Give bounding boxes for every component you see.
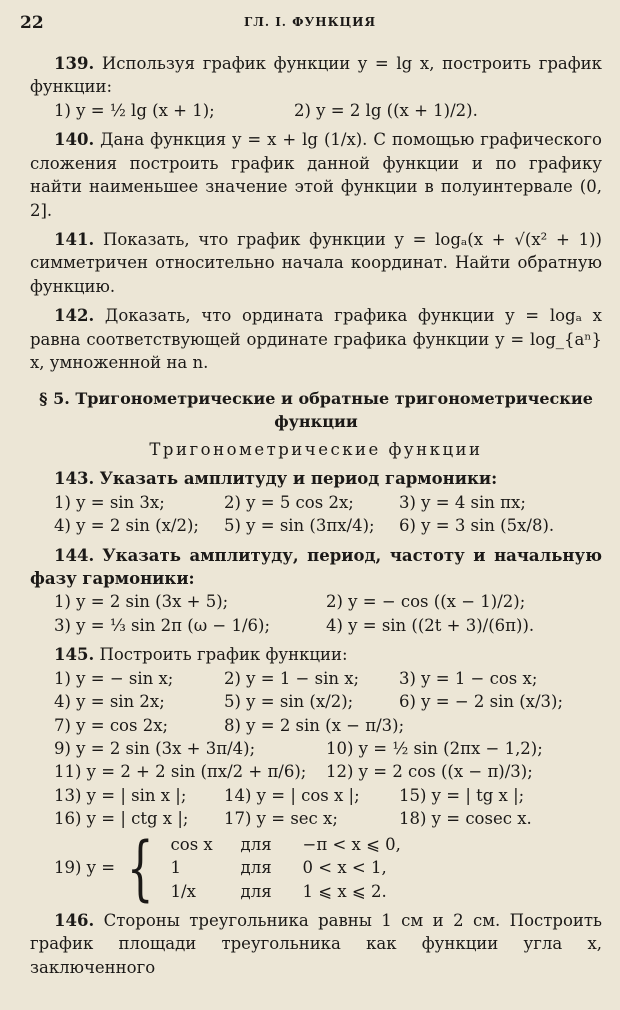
formula: 4) y = 2 sin (x/2); xyxy=(54,516,199,536)
formula: 4) y = sin ((2t + 3)/(6π)). xyxy=(326,615,535,635)
problem-text: Указать амплитуду, период, частоту и начальную фазу гармоники: xyxy=(30,545,602,589)
problem-145-row-1 xyxy=(30,667,602,690)
case-word: для xyxy=(240,858,272,878)
formula: 17) y = sec x; xyxy=(224,809,338,829)
formula: 1) y = 2 sin (3x + 5); xyxy=(54,592,229,612)
problem-number: 142. xyxy=(54,306,95,326)
section-title: § 5. Тригонометрические и обратные тригонометрические функции xyxy=(39,389,593,432)
piecewise-cases xyxy=(171,833,401,903)
problem-text: Стороны треугольника равны 1 см и 2 см. Построить график площади треугольника как функции угла x, заключенного xyxy=(30,910,602,977)
problem-141 xyxy=(30,228,602,298)
formula: 4) y = sin 2x; xyxy=(54,692,165,712)
problem-145-row-3 xyxy=(30,714,602,737)
formula: 2) y = 1 − sin x; xyxy=(224,668,360,688)
problem-number: 141. xyxy=(54,229,95,249)
problem-145-row-5 xyxy=(30,760,602,783)
case-word: для xyxy=(240,881,272,901)
problem-139-items xyxy=(30,99,602,122)
problem-text: Построить график функции: xyxy=(99,645,348,665)
problem-144 xyxy=(30,544,602,591)
formula: 15) y = | tg x |; xyxy=(399,785,525,805)
problem-140 xyxy=(30,128,602,222)
problem-144-row-2 xyxy=(30,614,602,637)
formula: 5) y = sin (3πx/4); xyxy=(224,516,375,536)
problem-text: Указать амплитуду и период гармоники: xyxy=(99,469,498,489)
problem-143 xyxy=(30,467,602,490)
formula: 10) y = ½ sin (2πx − 1,2); xyxy=(326,738,543,758)
page-body xyxy=(30,52,602,979)
problem-text: Используя график функции y = lg x, построить график функции: xyxy=(30,54,602,97)
piecewise-case xyxy=(171,833,401,856)
problem-144-row-1 xyxy=(30,590,602,613)
case-cond: −π < x ⩽ 0, xyxy=(302,834,401,854)
formula: 2) y = 2 lg ((x + 1)/2). xyxy=(294,100,478,120)
piecewise-case xyxy=(171,880,401,903)
formula: 14) y = | cos x |; xyxy=(224,785,360,805)
formula: 3) y = ⅓ sin 2π (ω − 1/6); xyxy=(54,615,271,635)
formula: 2) y = − cos ((x − 1)/2); xyxy=(326,592,526,612)
problem-139 xyxy=(30,52,602,99)
formula: 6) y = − 2 sin (x/3); xyxy=(399,692,564,712)
formula: 5) y = sin (x/2); xyxy=(224,692,354,712)
piecewise-function xyxy=(30,826,602,909)
problem-number: 139. xyxy=(54,54,95,73)
formula: 1) y = − sin x; xyxy=(54,668,174,688)
problem-143-row-2 xyxy=(30,514,602,537)
case-expr: cos x xyxy=(170,834,213,854)
case-expr: 1 xyxy=(170,858,182,878)
formula: 16) y = | ctg x |; xyxy=(54,809,189,829)
case-word: для xyxy=(240,834,272,854)
case-expr: 1/x xyxy=(170,881,196,901)
problem-text: Показать, что график функции y = logₐ(x + √(x² + 1)) симметричен относительно начала координат. Найти обратную функцию. xyxy=(30,229,602,296)
problem-145 xyxy=(30,643,602,666)
formula: 6) y = 3 sin (5x/8). xyxy=(399,516,555,536)
problem-number: 145. xyxy=(54,645,95,665)
section-subtitle: Тригонометрические функции xyxy=(149,439,483,459)
problem-143-row-1 xyxy=(30,491,602,514)
formula: 7) y = cos 2x; xyxy=(54,715,169,735)
problem-145-row-2 xyxy=(30,690,602,713)
formula: 1) y = sin 3x; xyxy=(54,492,165,512)
formula: 8) y = 2 sin (x − π/3); xyxy=(224,715,405,735)
formula: 18) y = cosec x. xyxy=(399,809,532,829)
problem-145-row-4 xyxy=(30,737,602,760)
running-head xyxy=(16,13,604,35)
problem-146 xyxy=(30,909,602,979)
piecewise-label: 19) y = xyxy=(54,858,116,878)
problem-text: Дана функция y = x + lg (1/x). С помощью графического сложения построить график данной функции и по графику найти наименьшее значение этой функции в полуинтервале (0, 2]. xyxy=(30,130,602,220)
case-cond: 1 ⩽ x ⩽ 2. xyxy=(302,881,387,901)
problem-number: 140. xyxy=(54,130,95,150)
chapter-title: ГЛ. I. ФУНКЦИЯ xyxy=(243,15,377,29)
formula: 3) y = 1 − cos x; xyxy=(399,668,538,688)
problem-145-row-7 xyxy=(30,807,602,830)
problem-text: Доказать, что ордината графика функции y = logₐ x равна соответствующей ординате графика функции y = log_{aⁿ} x, умноженной на n. xyxy=(30,306,602,373)
formula: 2) y = 5 cos 2x; xyxy=(224,492,354,512)
problem-number: 146. xyxy=(54,910,95,930)
problem-142 xyxy=(30,304,602,374)
piecewise-case xyxy=(171,856,401,879)
brace-icon: { xyxy=(126,826,154,909)
problem-number: 144. xyxy=(54,545,95,565)
formula: 9) y = 2 sin (3x + 3π/4); xyxy=(54,738,256,758)
problem-145-row-6 xyxy=(30,784,602,807)
formula: 3) y = 4 sin πx; xyxy=(399,492,526,512)
formula: 1) y = ½ lg (x + 1); xyxy=(54,100,215,120)
formula: 13) y = | sin x |; xyxy=(54,785,187,805)
page-number: 22 xyxy=(20,13,44,33)
formula: 11) y = 2 + 2 sin (πx/2 + π/6); xyxy=(54,762,307,782)
case-cond: 0 < x < 1, xyxy=(302,858,387,878)
problem-number: 143. xyxy=(54,469,95,489)
formula: 12) y = 2 cos ((x − π)/3); xyxy=(326,762,533,782)
